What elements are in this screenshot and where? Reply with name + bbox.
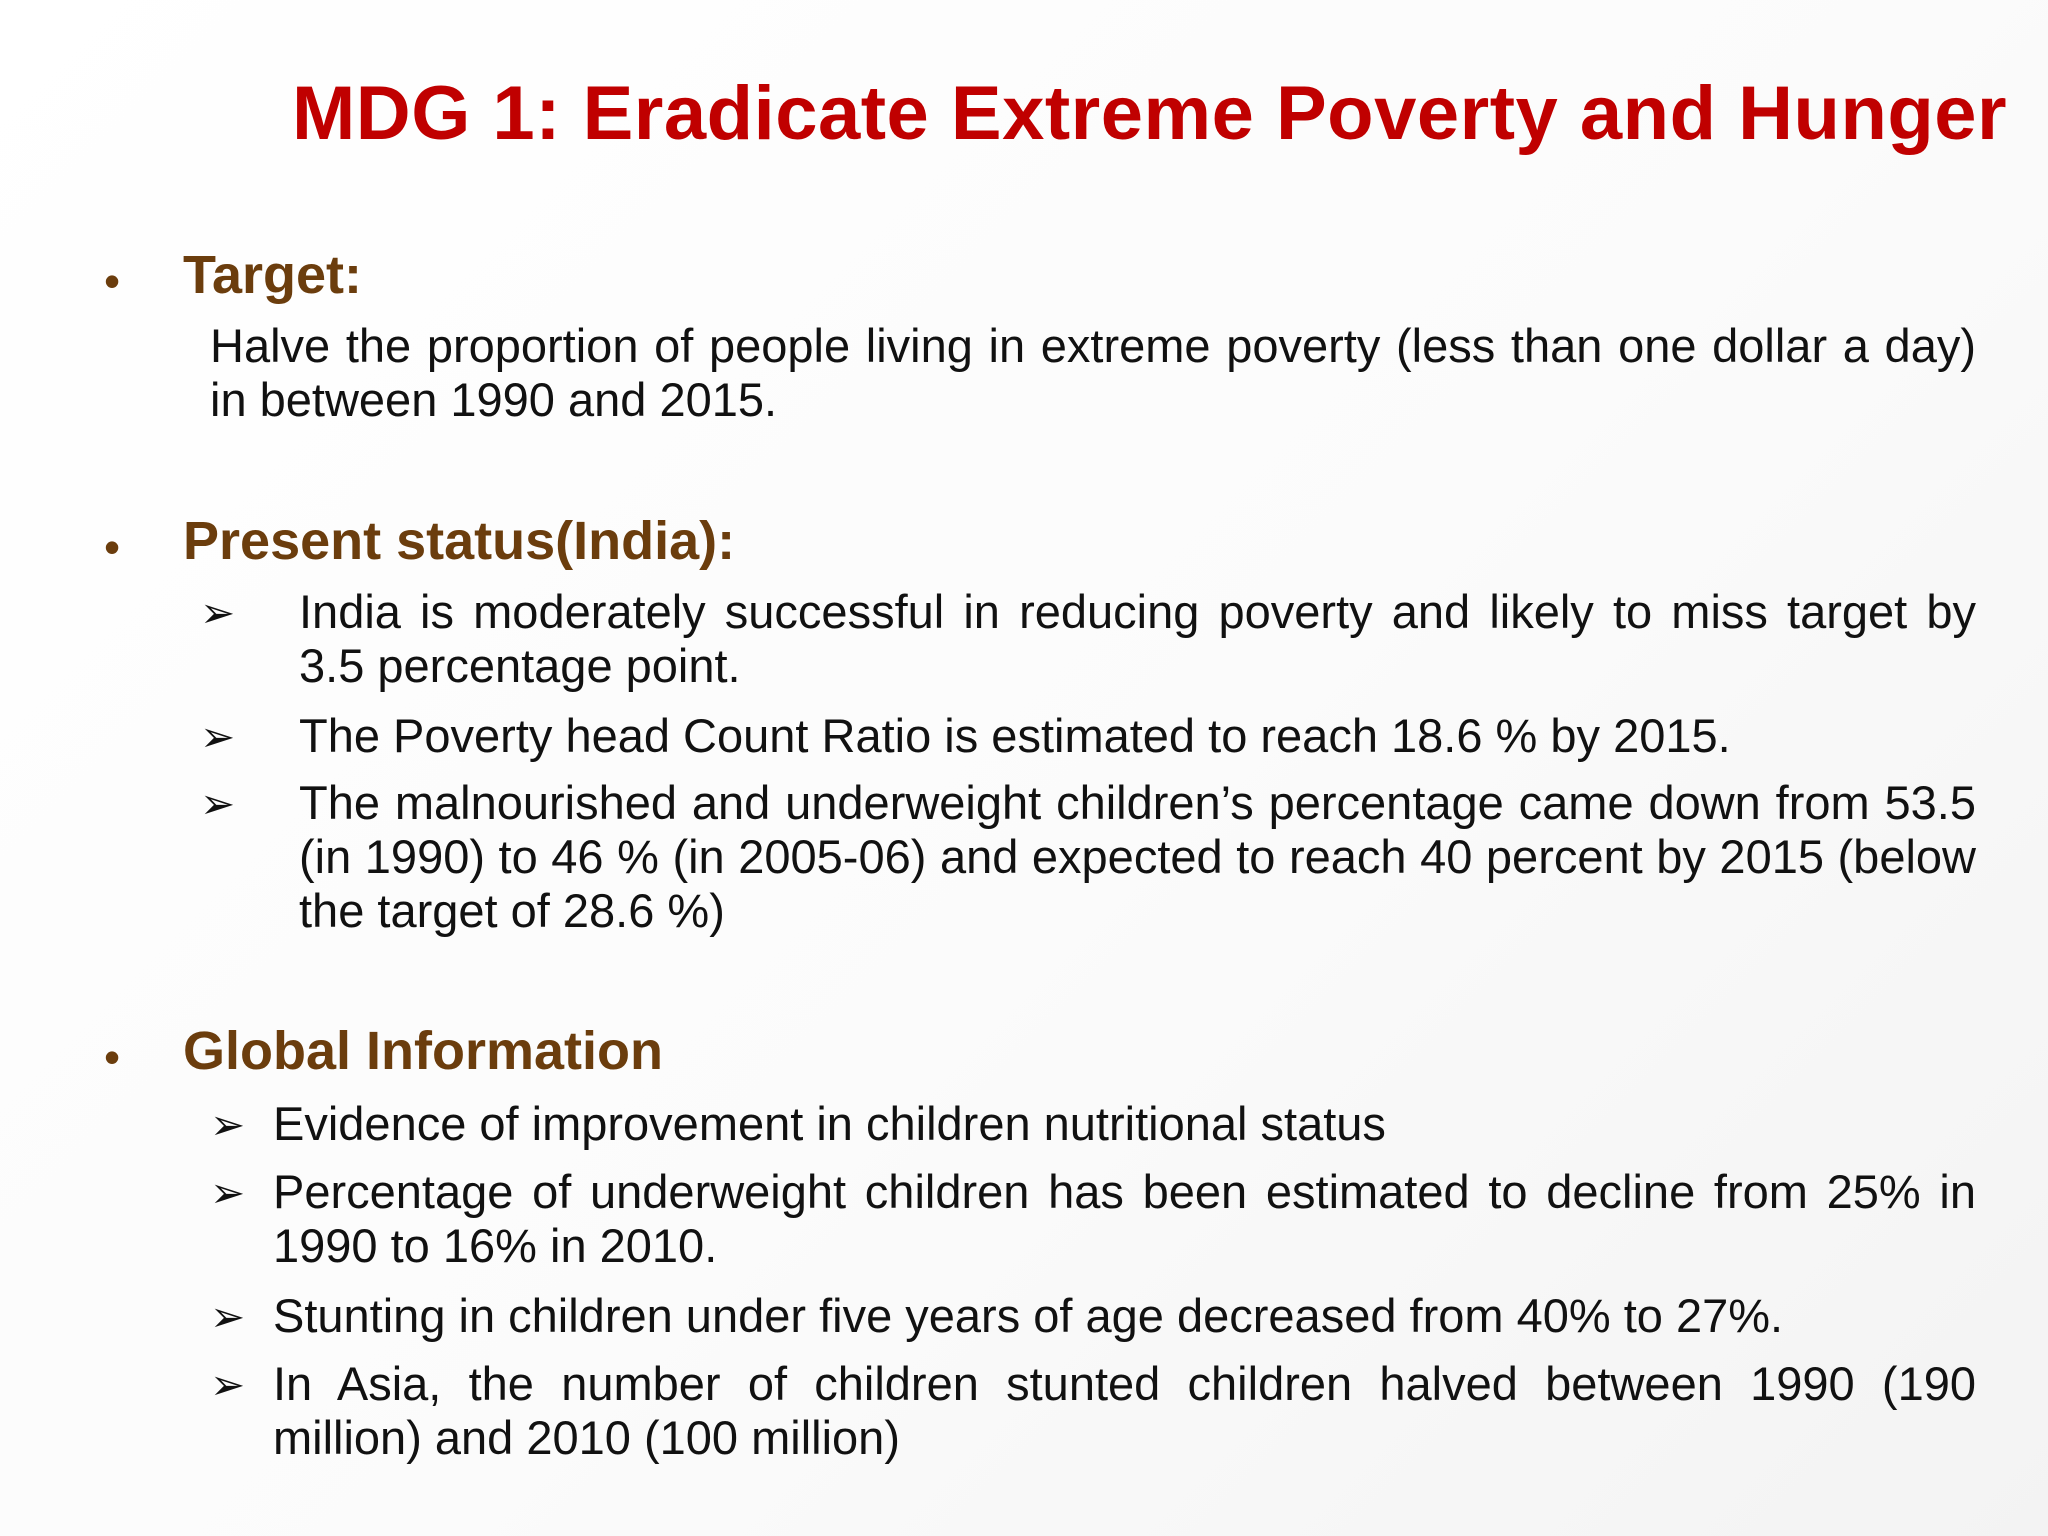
bullet-icon: • <box>104 255 121 307</box>
target-text: Halve the proportion of people living in extreme poverty (less than one dollar a day) in between 1990 and 2015. <box>210 319 1976 426</box>
present-status-heading: Present status(India): <box>183 511 736 571</box>
list-item-text: Stunting in children under five years of age decreased from 40% to 27%. <box>273 1289 1784 1342</box>
list-item-text: In Asia, the number of children stunted children halved between 1990 (190 million) and 2010 (100 million) <box>273 1357 1976 1464</box>
bullet-icon: • <box>104 1031 121 1083</box>
slide-title: MDG 1: Eradicate Extreme Poverty and Hunger <box>292 71 2008 156</box>
list-item-text: India is moderately successful in reducing poverty and likely to miss target by 3.5 percentage point. <box>299 585 1976 692</box>
list-item-text: Evidence of improvement in children nutritional status <box>273 1097 1386 1150</box>
arrow-bullet-icon: ➢ <box>200 780 236 827</box>
list-item-text: The Poverty head Count Ratio is estimated to reach 18.6 % by 2015. <box>299 709 1731 762</box>
bullet-icon: • <box>104 521 121 573</box>
arrow-bullet-icon: ➢ <box>210 1361 246 1408</box>
arrow-bullet-icon: ➢ <box>210 1293 246 1340</box>
arrow-bullet-icon: ➢ <box>210 1101 246 1148</box>
list-item-text: Percentage of underweight children has been estimated to decline from 25% in 1990 to 16% in 2010. <box>273 1165 1976 1272</box>
arrow-bullet-icon: ➢ <box>200 713 236 760</box>
arrow-bullet-icon: ➢ <box>210 1169 246 1216</box>
target-heading: Target: <box>183 245 363 305</box>
global-information-heading: Global Information <box>183 1021 663 1081</box>
list-item-text: The malnourished and underweight children’s percentage came down from 53.5 (in 1990) to 46 % (in 2005-06) and expected to reach 40 percent by 2015 (below the target of 28.6 %) <box>299 776 1976 937</box>
arrow-bullet-icon: ➢ <box>200 589 236 636</box>
